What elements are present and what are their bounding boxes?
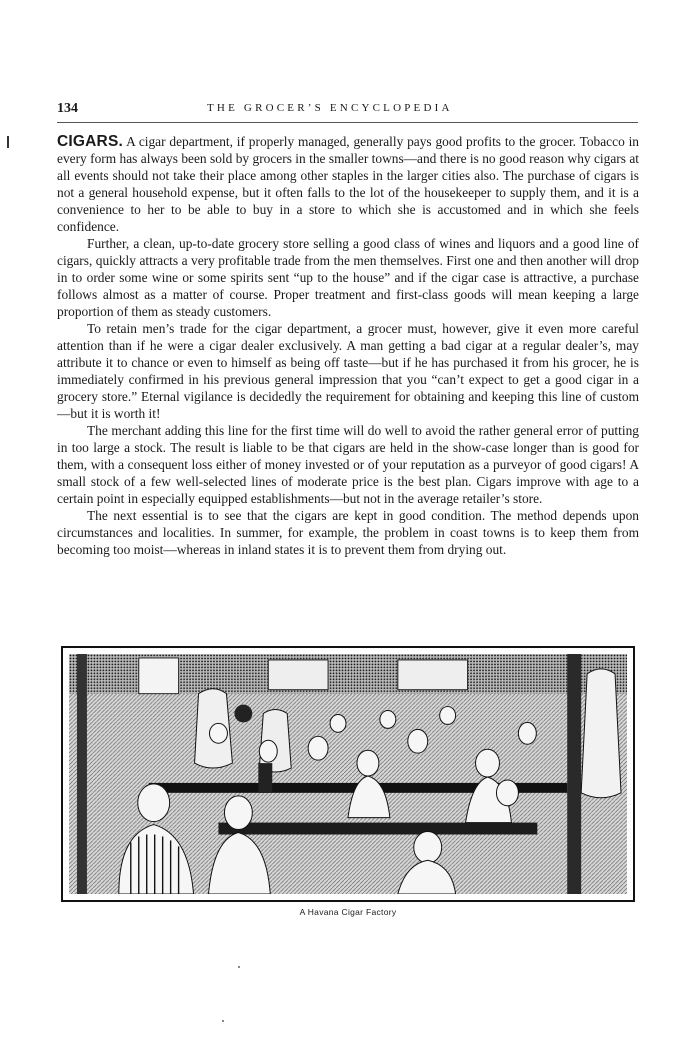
- paragraph-3: To retain men’s trade for the cigar department, a grocer must, however, give it even more careful attention than if he were a cigar dealer exclusively. A man getting a bad cigar at a regular dealer’s, may attribute it to chance or even to himself as being off taste—but if he has purchased it from his grocer, he is immediately confirmed in his previous general impression that you “can’t expect to get a good cigar in a grocery store.” Eternal vigilance is decidedly the requirement for obtaining and keeping this line of custom—but it is worth it!: [57, 321, 639, 421]
- paragraph-1-text: A cigar department, if properly managed, generally pays good profits to the grocer. Tobacco in every form has always been sold by grocers in the smaller towns—and there is no good reason why cigars at all events should not take their place among other staples in the larger cities also. The purchase of cigars is not a general household expense, but it often falls to the lot of the housekeeper to supply them, and it is a convenience to her to be able to buy in a store to which she is accustomed and in which she feels confidence.: [57, 134, 639, 234]
- paragraph-4: The merchant adding this line for the first time will do well to avoid the rather general error of putting in too large a stock. The result is liable to be that cigars are held in the show-case longer than is good for them, with a consequent loss either of money invested or of your reputation as a purveyor of good cigars! A small stock of a few well-selected lines of moderate price is the best plan. Cigars improve with age to a certain point in especially equipped establishments—but not in the average retailer’s store.: [57, 423, 639, 506]
- header-rule: [57, 122, 638, 123]
- factory-photo-illustration: [69, 654, 627, 894]
- paragraph-1: [57, 133, 639, 235]
- speck: [238, 966, 240, 968]
- running-title: THE GROCER’S ENCYCLOPEDIA: [207, 102, 453, 114]
- article-body: [57, 133, 639, 558]
- article-heading: CIGARS.: [57, 133, 123, 150]
- speck: [222, 1020, 224, 1022]
- paragraph-5: The next essential is to see that the cigars are kept in good condition. The method depends upon circumstances and localities. In summer, for example, the problem in coast towns is to keep them from becoming too moist—whereas in inland states it is to prevent them from drying out.: [57, 508, 639, 557]
- page-number: 134: [57, 101, 78, 116]
- margin-mark: [7, 136, 9, 148]
- running-head: [57, 101, 637, 119]
- figure-caption: A Havana Cigar Factory: [299, 907, 397, 917]
- factory-photo: [61, 646, 635, 902]
- paragraph-2: Further, a clean, up-to-date grocery store selling a good class of wines and liquors and a good line of cigars, quickly attracts a very profitable trade from the men themselves. First one and then another will drop in to order some wine or some spirits sent “up to the house” and if the cigar case is attractive, a purchase follows almost as a matter of course. Proper treatment and first-class goods will mean keeping a large proportion of them as steady customers.: [57, 236, 639, 319]
